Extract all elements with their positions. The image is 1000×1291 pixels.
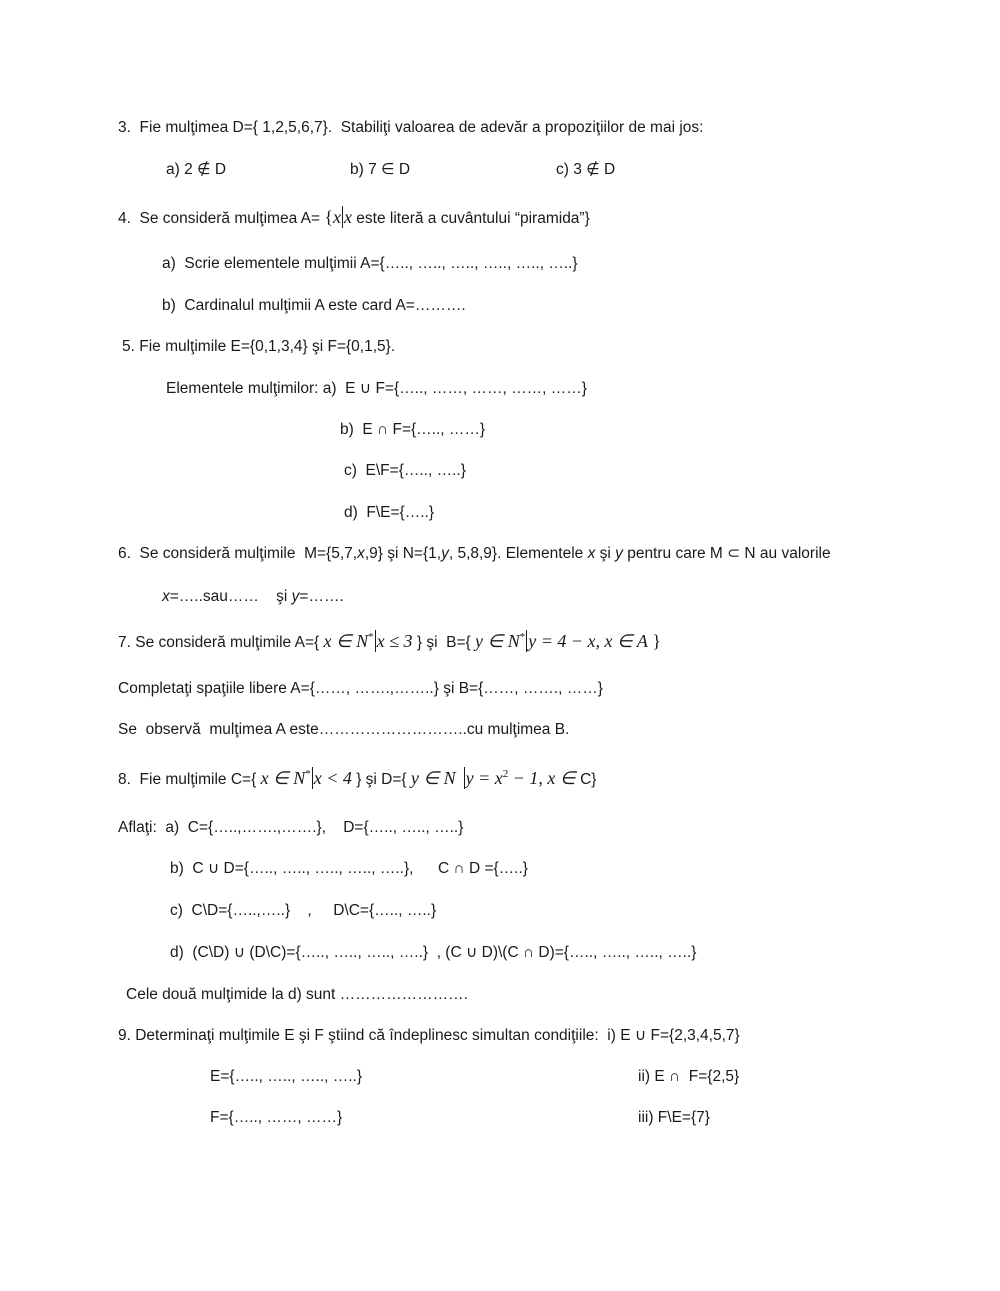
- ex9-statement: 9. Determinaţi mulţimile E şi F ştiind că îndeplinesc simultan condiţiile: i) E ∪ F={2,3,4,5,7}: [118, 1027, 740, 1044]
- ex4-set-divider: [342, 206, 343, 228]
- ex7-a-expr2: x ≤ 3: [376, 631, 413, 651]
- ex5-item-d: d) F\E={…..}: [344, 504, 435, 521]
- ex6-stmt-e: pentru care M ⊂ N au valorile: [622, 545, 831, 562]
- ex6-ans-y: y: [291, 588, 300, 605]
- ex8-stmt-prefix: 8. Fie mulţimile C={: [118, 771, 261, 788]
- ex7-a-divider: [375, 630, 376, 652]
- ex8-c-sup: *: [305, 768, 311, 780]
- ex8-c-expr1: x ∈ N: [260, 768, 306, 788]
- ex7-observe: Se observă mulţimea A este………………………..cu mulţimea B.: [118, 721, 570, 738]
- ex4-item-a: a) Scrie elementele mulţimii A={….., ….., ….., ….., ….., …..}: [162, 255, 578, 272]
- ex6-var-y2: y: [615, 545, 623, 562]
- ex4-statement: [118, 206, 590, 229]
- ex4-set-var: x: [332, 207, 341, 227]
- ex6-stmt-b: ,9} şi N={1,: [364, 545, 442, 562]
- ex9-f-fill: F={….., ……, ……}: [210, 1109, 343, 1126]
- ex6-ans-end: =…….: [299, 588, 344, 605]
- ex6-stmt-c: , 5,8,9}. Elementele: [448, 545, 588, 562]
- ex6-ans-mid: =…..sau…… şi: [169, 588, 292, 605]
- ex9-condition-3: iii) F\E={7}: [638, 1109, 710, 1126]
- ex8-stmt-end: C}: [580, 771, 597, 788]
- ex4-stmt-prefix: 4. Se consideră mulţimea A=: [118, 210, 325, 227]
- ex7-statement: [118, 630, 661, 653]
- ex5-item-a: Elementele mulţimilor: a) E ∪ F={….., ……, ……, ……, ……}: [166, 380, 587, 397]
- ex6-var-y: y: [441, 545, 449, 562]
- ex8-c-divider: [312, 767, 313, 789]
- ex5-item-c: c) E\F={….., …..}: [344, 462, 466, 479]
- ex9-condition-2: ii) E ∩ F={2,5}: [638, 1068, 740, 1085]
- ex3-item-b: b) 7 ∈ D: [350, 161, 411, 178]
- ex6-ans-x: x: [162, 588, 170, 605]
- ex7-a-expr1: x ∈ N: [323, 631, 369, 651]
- ex7-stmt-mid: } şi B={: [412, 634, 476, 651]
- ex8-item-b1: b) C ∪ D={….., ….., ….., ….., …..},: [170, 860, 414, 877]
- ex7-fill: Completaţi spaţiile libere A={……, …….,……..} şi B={……, ……., ……}: [118, 680, 603, 697]
- ex4-set-open: {: [324, 207, 333, 227]
- ex7-a-sup: *: [368, 631, 374, 643]
- ex6-answer: [162, 587, 344, 607]
- ex6-stmt-a: 6. Se consideră mulţimile M={5,7,: [118, 545, 358, 562]
- ex7-stmt-prefix: 7. Se consideră mulţimile A={: [118, 634, 324, 651]
- ex8-stmt-mid: } şi D={: [351, 771, 411, 788]
- ex8-item-d: d) (C\D) ∪ (D\C)={….., ….., ….., …..} , (C ∪ D)\(C ∩ D)={….., ….., ….., …..}: [170, 944, 697, 961]
- ex8-c-expr2: x < 4: [313, 768, 352, 788]
- ex5-statement: 5. Fie mulţimile E={0,1,3,4} şi F={0,1,5}.: [122, 338, 396, 355]
- ex4-stmt-suffix: este literă a cuvântului “piramida”}: [351, 210, 590, 227]
- ex3-item-c: c) 3 ∉ D: [556, 161, 616, 178]
- ex8-conclusion: Cele două mulţimide la d) sunt …………………….: [126, 986, 468, 1003]
- ex4-set-var2: x: [343, 207, 352, 227]
- ex6-statement: [118, 544, 831, 564]
- ex6-var-x: x: [357, 545, 365, 562]
- ex7-b-expr1: y ∈ N: [475, 631, 520, 651]
- ex3-statement: 3. Fie mulţimea D={ 1,2,5,6,7}. Stabiliţi valoarea de adevăr a propoziţiilor de mai jos:: [118, 119, 704, 136]
- ex8-item-b2: C ∩ D ={…..}: [438, 860, 528, 877]
- ex5-item-b: b) E ∩ F={….., ……}: [340, 421, 486, 438]
- ex7-b-expr2: y = 4 − x, x ∈ A: [528, 631, 648, 651]
- ex8-item-c: c) C\D={…..,…..} , D\C={….., …..}: [170, 902, 437, 919]
- ex6-stmt-d: şi: [595, 545, 616, 562]
- ex7-b-sup: *: [519, 631, 526, 643]
- ex6-var-x2: x: [587, 545, 596, 562]
- ex8-d-sup: 2: [502, 768, 509, 780]
- ex8-d-expr2a: y = x: [465, 768, 503, 788]
- ex8-statement: [118, 767, 596, 790]
- ex7-stmt-end: }: [647, 631, 661, 651]
- ex8-d-expr2b: − 1, x ∈: [508, 768, 581, 788]
- ex8-item-a: Aflaţi: a) C={…..,…….,…….}, D={….., ….., …..}: [118, 819, 464, 836]
- ex8-d-divider: [464, 767, 465, 789]
- ex9-e-fill: E={….., ….., ….., …..}: [210, 1068, 363, 1085]
- ex8-d-expr1: y ∈ N: [410, 768, 456, 788]
- ex4-item-b: b) Cardinalul mulţimii A este card A=……….: [162, 297, 466, 314]
- ex3-item-a: a) 2 ∉ D: [166, 161, 227, 178]
